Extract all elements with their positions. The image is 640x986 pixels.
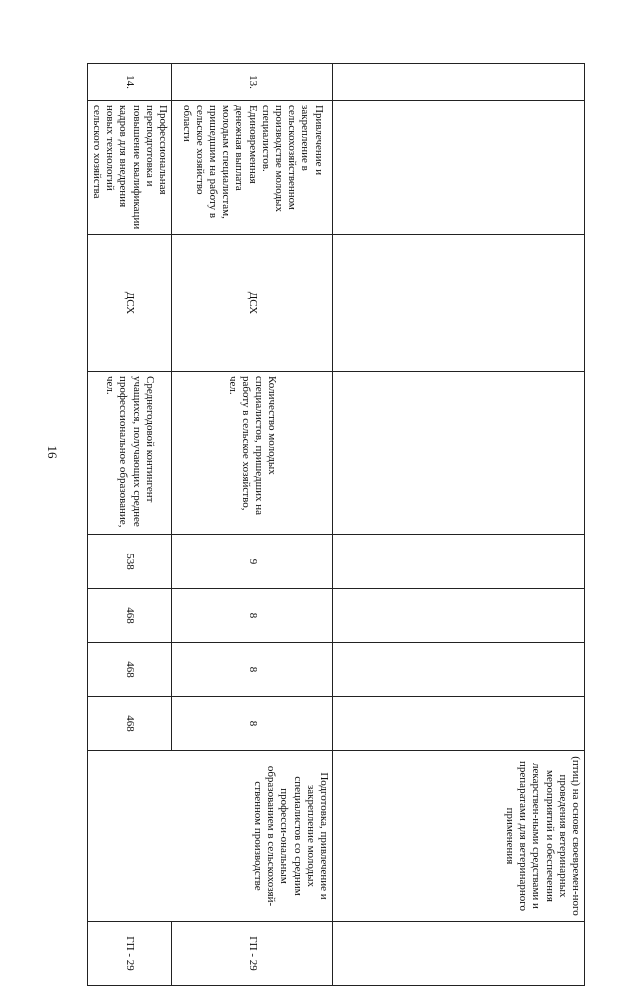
executor-cell: ДСХ xyxy=(172,235,333,372)
cell-empty xyxy=(333,372,585,535)
measure-cell: Профессиональная переподготовка и повышение квалификации кадров для внедрения новых технологий сельского хозяйства xyxy=(87,101,171,235)
cell-empty xyxy=(333,64,585,101)
indicator-cell: Среднегодовой контингент учащихся, получающих среднее профессиональное образование, чел. xyxy=(87,372,171,535)
cell-empty xyxy=(333,535,585,589)
value-cell-2: 8 xyxy=(172,589,333,643)
value-cell-4: 8 xyxy=(172,697,333,751)
cell-empty xyxy=(333,643,585,697)
measure-cell: Привлечение и закрепление в сельскохозяйственном производстве молодых специалистов. Единовременная денежная выплата молодым специалистам, пришедшим на работу в сельское хозяйство области xyxy=(172,101,333,235)
table-row-continuation xyxy=(333,64,585,986)
cell-empty xyxy=(333,589,585,643)
cell-empty xyxy=(333,697,585,751)
value-cell-2: 468 xyxy=(87,589,171,643)
value-cell-1: 538 xyxy=(87,535,171,589)
cell-empty xyxy=(333,101,585,235)
row-number: 13. xyxy=(172,64,333,101)
value-cell-4: 468 xyxy=(87,697,171,751)
value-cell-3: 468 xyxy=(87,643,171,697)
value-cell-3: 8 xyxy=(172,643,333,697)
cell-empty xyxy=(333,235,585,372)
value-cell-1: 9 xyxy=(172,535,333,589)
executor-cell: ДСХ xyxy=(87,235,171,372)
cell-empty xyxy=(333,922,585,986)
indicator-cell: Количество молодых специалистов, пришедших на работу в сельское хозяйство, чел. xyxy=(172,372,333,535)
page-number: 16 xyxy=(45,445,60,459)
program-cell: ГП - 29 xyxy=(172,922,333,986)
cell-continuation-description: (птиц) на основе своевремен-ного проведения ветеринарных мероприятий и обеспечения лекарствен-ными средствами и препаратами для ветеринарного применения xyxy=(333,751,585,922)
row-number: 14. xyxy=(87,64,171,101)
table-row xyxy=(172,64,333,986)
goal-cell: Подготовка, привлечение и закрепление молодых специалистов со средним професси-ональным образованием в сельскохозяй-ственном производстве xyxy=(87,751,332,922)
table-container xyxy=(91,63,585,971)
program-table xyxy=(87,63,585,986)
program-cell: ГП - 29 xyxy=(87,922,171,986)
